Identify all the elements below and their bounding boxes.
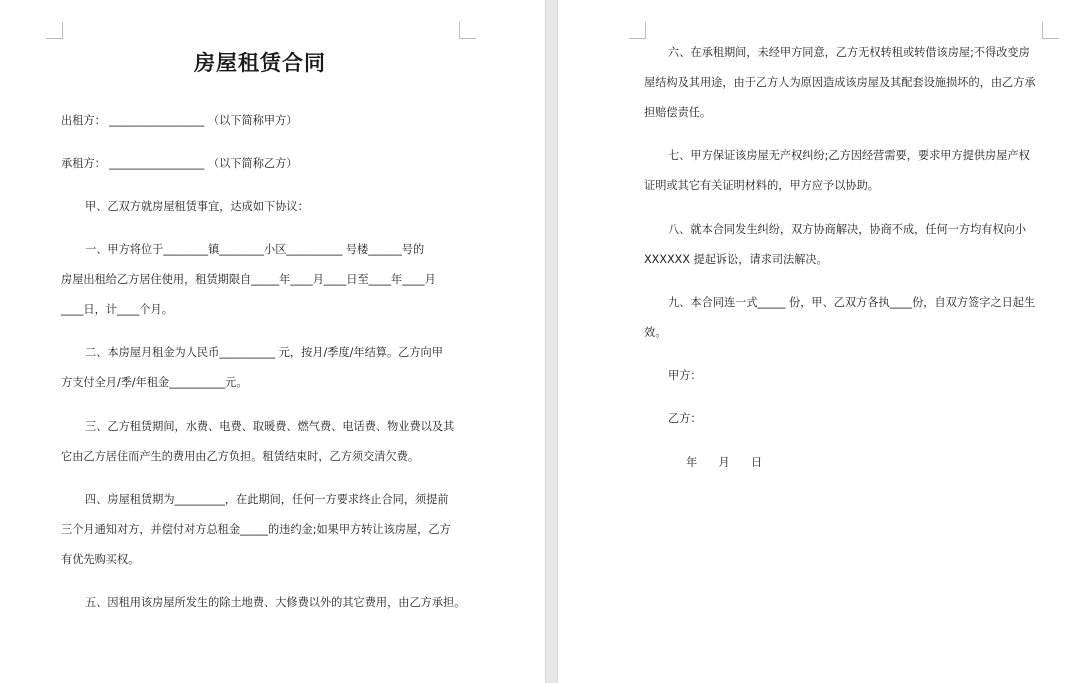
crop-mark-top-left xyxy=(629,22,646,39)
clause-6-line-2: 屋结构及其用途，由于乙方人为原因造成该房屋及其配套设施损坏的，由乙方承 xyxy=(644,76,1036,89)
lessee-line: 承租方： _________________ （以下简称乙方） xyxy=(61,157,298,170)
signature-party-b: 乙方： xyxy=(668,412,702,425)
page-gap xyxy=(545,0,558,683)
clause-6-line-1: 六、在承租期间，未经甲方同意，乙方无权转租或转借该房屋;不得改变房 xyxy=(668,46,1030,59)
clause-8-line-2: XXXXXX 提起诉讼，请求司法解决。 xyxy=(644,253,828,266)
clause-4-line-1: 四、房屋租赁期为_________，在此期间，任何一方要求终止合同，须提前 xyxy=(85,493,449,506)
clause-3-line-1: 三、乙方租赁期间，水费、电费、取暖费、燃气费、电话费、物业费以及其 xyxy=(85,420,455,433)
clause-5-line-1: 五、因租用该房屋所发生的除土地费、大修费以外的其它费用，由乙方承担。 xyxy=(85,596,466,609)
clause-4-line-2: 三个月通知对方，并偿付对方总租金_____的违约金;如果甲方转让该房屋，乙方 xyxy=(61,523,451,536)
clause-1-line-1: 一、甲方将位于________镇________小区__________ 号楼______号的 xyxy=(85,243,425,256)
clause-9-line-1: 九、本合同连一式_____ 份，甲、乙双方各执____份，自双方签字之日起生 xyxy=(668,296,1036,309)
crop-mark-top-right xyxy=(459,22,476,39)
clause-2-line-2: 方支付全月/季/年租金__________元。 xyxy=(61,376,248,389)
lessor-line: 出租方： _________________ （以下简称甲方） xyxy=(61,114,298,127)
clause-7-line-2: 证明或其它有关证明材料的，甲方应予以协助。 xyxy=(644,179,879,192)
document-page-2 xyxy=(558,0,1080,683)
clause-1-line-2: 房屋出租给乙方居住使用，租赁期限自_____年____月____日至____年____月 xyxy=(61,273,436,286)
signature-party-a: 甲方： xyxy=(668,369,702,382)
clause-8-line-1: 八、就本合同发生纠纷，双方协商解决，协商不成，任何一方均有权向小 xyxy=(668,223,1027,236)
signature-date: 年 月 日 xyxy=(686,456,763,469)
clause-1-line-3: ____日，计____个月。 xyxy=(61,303,173,316)
clause-2-line-1: 二、本房屋月租金为人民币__________ 元，按月/季度/年结算。乙方向甲 xyxy=(85,346,443,359)
clause-9-line-2: 效。 xyxy=(644,326,667,339)
crop-mark-top-right xyxy=(1042,22,1059,39)
clause-7-line-1: 七、甲方保证该房屋无产权纠纷;乙方因经营需要，要求甲方提供房屋产权 xyxy=(668,149,1030,162)
intro-paragraph: 甲、乙双方就房屋租赁事宜，达成如下协议： xyxy=(85,200,309,213)
crop-mark-top-left xyxy=(46,22,63,39)
document-title: 房屋租赁合同 xyxy=(194,50,326,75)
clause-4-line-3: 有优先购买权。 xyxy=(61,553,140,566)
clause-6-line-3: 担赔偿责任。 xyxy=(644,106,712,119)
clause-3-line-2: 它由乙方居住而产生的费用由乙方负担。租赁结束时，乙方须交清欠费。 xyxy=(61,450,420,463)
